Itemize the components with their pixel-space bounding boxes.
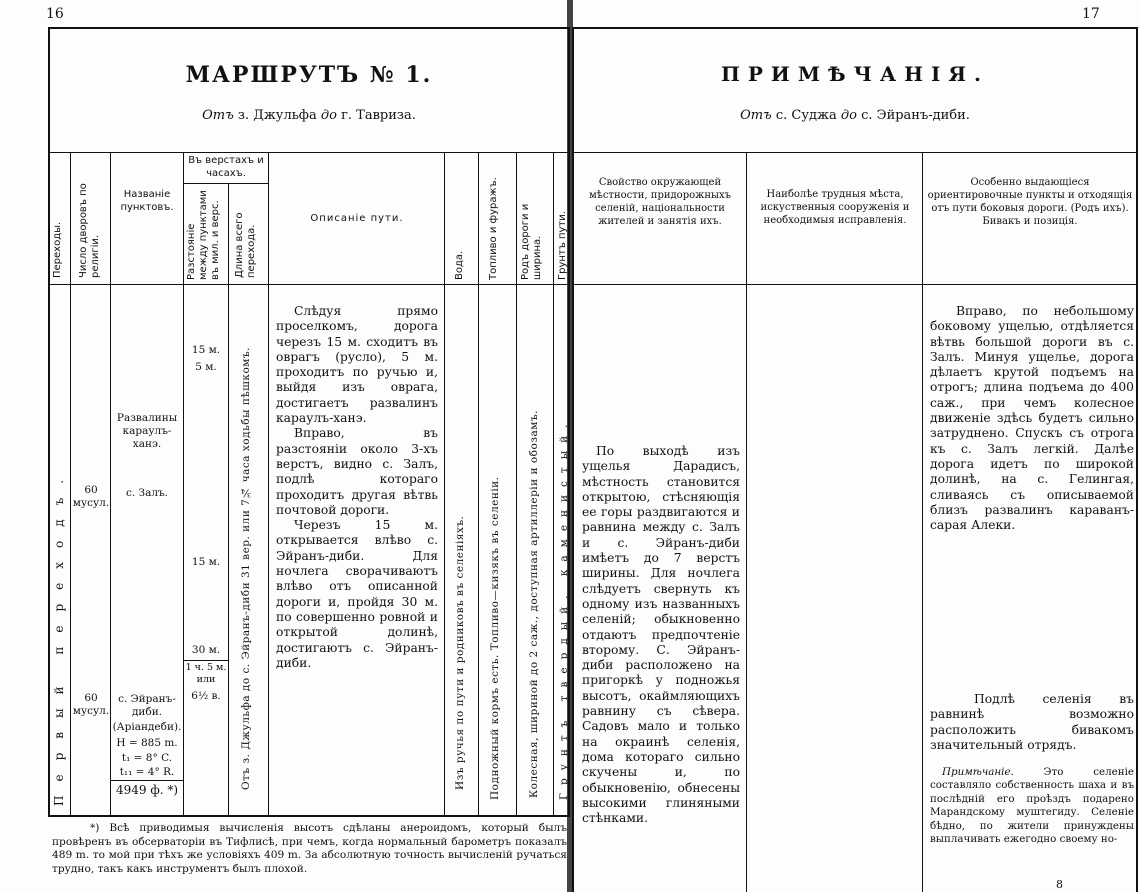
distance-total-versts: 6½ в. (191, 690, 221, 702)
distance-15m-a: 15 м. (191, 344, 221, 356)
point-zal: с. Залъ. (125, 487, 169, 499)
note-label: Примѣчаніе. (942, 766, 1014, 778)
distance-5m: 5 м. (195, 361, 217, 373)
header-difficult-places: Наиболѣе трудныя мѣста, искуственныя сооруженія и необходимыя исправленія. (760, 189, 910, 226)
right-page-number: 17 (1082, 6, 1100, 22)
right-page-subtitle: Отъ с. Суджа до с. Эйранъ-диби. (740, 108, 970, 123)
header-landmarks: Особенно выдающіеся ориентировочные пункты и отходящія отъ пути боковыя дороги. (Родъ ихъ). Бивакъ и позиція. (927, 177, 1133, 227)
header-point-name: Названіе пунктовъ. (120, 189, 174, 213)
point-height: H = 885 m. (116, 737, 178, 749)
route-paragraph-2: Вправо, въ разстояніи около 3-хъ верстъ, видно с. Залъ, подлѣ котораго проходитъ другая вѣтвь почтовой дороги. (276, 426, 438, 517)
crossing-label: Первый переходъ. (52, 465, 66, 806)
header-road-type: Родъ дороги и ширина. (520, 203, 543, 280)
landmarks-text: Вправо, по небольшому боковому ущелью, отдѣляется вѣтвь большой дороги въ с. Залъ. Минуя ущелье, дорога дѣлаетъ крутой подъемъ на отрогъ; длина подъема до 400 саж., при чемъ колесное движеніе здѣсь будетъ сильно затруднено. Спускъ съ отрога къ с. Залъ легкій. Далѣе дорога идетъ по широкой долинѣ, на с. Гелингая, сливаясь съ описываемой близъ развалинъ караванъ-сарая Алеки. (930, 304, 1134, 533)
distance-15m-b: 15 м. (191, 556, 221, 568)
ground-text: Грунтъ твердый, каменистый. (558, 416, 570, 800)
crossing-length: Отъ з. Джульфа до с. Эйранъ-диби 31 вер. или 7¾ часа ходьбы пѣшкомъ. (240, 347, 252, 790)
header-water: Вода. (454, 250, 465, 280)
header-crossings: Переходы. (52, 221, 63, 278)
header-surroundings: Свойство окружающей мѣстности, придорожныхъ селеній, національности жителей и занятія ихъ. (589, 177, 731, 227)
left-page-number: 16 (46, 6, 64, 22)
header-length: Длина всего перехода. (234, 212, 257, 278)
header-versts-hours: Въ верстахъ и часахъ. (188, 155, 264, 179)
left-page-subtitle: Отъ з. Джульфа до г. Тавриза. (202, 108, 416, 123)
point-temp-r: t₁₁ = 4° R. (119, 766, 175, 778)
point-eiran-dibi: с. Эйранъ-диби. (118, 693, 176, 718)
corner-mark: 8 (1056, 878, 1063, 891)
road-text: Колесная, шириной до 2 саж., доступная артиллеріи и обозамъ. (528, 410, 540, 798)
header-route-description: Описаніе пути. (310, 213, 404, 224)
right-page-title: ПРИМѢЧАНІЯ. (721, 62, 989, 86)
point-temp-c: t₁ = 8° C. (121, 752, 173, 764)
bivouac-text: Подлѣ селенія въ равнинѣ возможно расположить бивакомъ значительный отрядъ. (930, 692, 1134, 752)
footnote: *) Всѣ приводимыя вычисленія высотъ сдѣланы анероидомъ, который былъ провѣренъ въ обсерваторіи въ Тифлисѣ, при чемъ, когда нормальный барометръ показалъ 489 m. то мой при тѣхъ же условіяхъ 409 m. За абсолютную точность вычисленій ручаться трудно, такъ какъ инструментъ былъ плохой. (52, 822, 567, 875)
note-block (930, 766, 1134, 846)
header-distance: Разстояніе между пунктами въ мил. и верс. (186, 190, 221, 280)
header-households: Число дворовъ по религіи. (78, 183, 101, 278)
header-ground: Грунтъ пути. (557, 211, 568, 280)
route-description (276, 304, 438, 671)
note-text: Это селеніе составляло собственность шаха и въ послѣдній его проѣздъ подарено Марандскому муштегиду. Селеніе бѣдно, по жители принуждены выплачивать ежегодно своему но- (930, 766, 1134, 846)
header-fuel: Топливо и фуражъ. (488, 177, 499, 280)
distance-total-hours: 1 ч. 5 м. или (185, 662, 227, 685)
distance-30m: 30 м. (191, 644, 221, 656)
left-page-title: МАРШРУТЪ № 1. (185, 62, 433, 88)
water-text: Изъ ручья по пути и родниковъ въ селеніяхъ. (454, 515, 466, 790)
point-ariandebi: (Аріандеби). (112, 721, 182, 733)
fuel-text: Подножный кормъ есть. Топливо—кизякъ въ селеніи. (489, 476, 501, 800)
surroundings-text: По выходѣ изъ ущелья Дарадисъ, мѣстность становится открытою, стѣсняющія ее горы раздвигаются и равнина между с. Залъ и с. Эйранъ-диби имѣетъ до 7 верстъ ширины. Для ночлега слѣдуетъ свернуть къ одному изъ названныхъ селеній; обыкновенно отдаютъ предпочтеніе второму. С. Эйранъ-диби расположено на пригоркѣ у подножья высотъ, окаймляющихъ равнину съ сѣвера. Садовъ мало и только на окраинѣ селенія, дома котораго сильно скучены и, по обыкновенію, обнесены высокими глиняными стѣнками. (582, 444, 740, 826)
households-eiran: 60 мусул. (72, 692, 110, 717)
route-paragraph-1: Слѣдуя прямо проселкомъ, дорога черезъ 15 м. сходитъ въ оврагъ (русло), 5 м. проходитъ по ручью и, выйдя изъ оврага, достигаетъ развалинъ караулъ-ханэ. (276, 304, 438, 426)
route-paragraph-3: Черезъ 15 м. открывается влѣво с. Эйранъ-диби. Для ночлега сворачиваютъ влѣво отъ описанной дороги и, пройдя 30 м. по совершенно ровной и открытой долинѣ, достигаютъ с. Эйранъ-диби. (276, 518, 438, 670)
households-zal: 60 мусул. (72, 484, 110, 509)
point-karaul-khane: Развалины караулъ-ханэ. (116, 412, 178, 450)
point-feet: 4949 ф. *) (115, 783, 179, 797)
